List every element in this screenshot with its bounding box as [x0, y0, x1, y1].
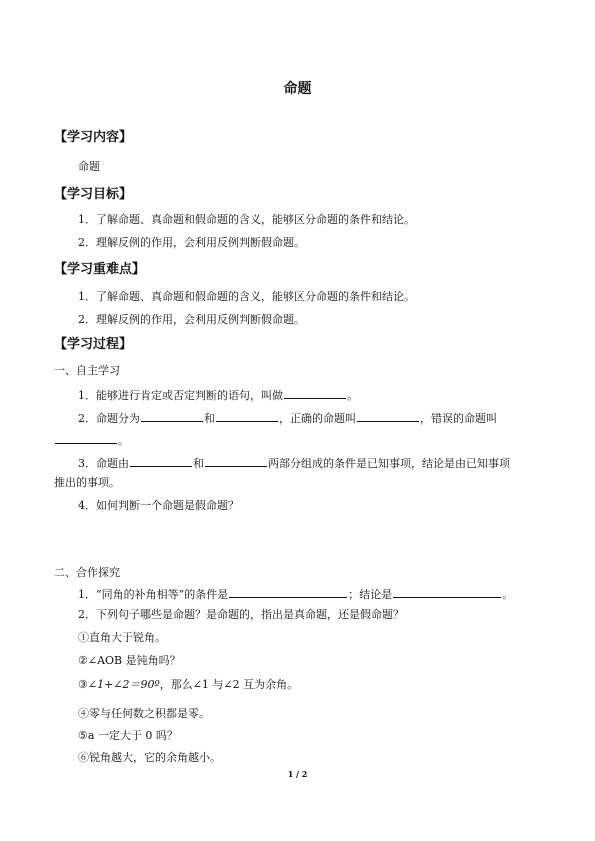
part2-label: 二、合作探究 — [54, 566, 120, 579]
q3-text-a: 3．命题由 — [78, 457, 129, 470]
statement-3-marker: ③ — [78, 678, 88, 691]
p2-q1-text-a: 1．“同角的补角相等”的条件是 — [78, 588, 229, 601]
part1-question-3-cont: 推出的事项。 — [54, 476, 120, 489]
part2-question-1 — [78, 586, 513, 602]
answer-blank[interactable] — [284, 387, 346, 399]
part1-question-2 — [78, 410, 497, 426]
q2-text-e: 。 — [118, 434, 129, 447]
key-point-item-1: 1．了解命题、真命题和假命题的含义，能够区分命题的条件和结论。 — [78, 290, 415, 303]
statement-3-text: ，那么∠1 与∠2 互为余角。 — [159, 678, 299, 691]
heading-key-points: 【学习重难点】 — [54, 262, 146, 277]
statement-4: ④零与任何数之积都是零。 — [78, 707, 210, 720]
page-number: 1 / 2 — [287, 769, 308, 779]
p2-q1-text-b: ；结论是 — [348, 588, 393, 601]
q1-end: 。 — [347, 389, 358, 402]
heading-process: 【学习过程】 — [54, 337, 133, 352]
part1-question-2-cont — [54, 432, 129, 448]
p2-q1-text-c: 。 — [502, 588, 514, 601]
q3-text-b: 和 — [193, 457, 204, 470]
angle-sum-equation: ∠1+∠2＝90º — [87, 678, 160, 691]
q2-text-b: 和 — [204, 412, 215, 425]
answer-blank[interactable] — [55, 432, 117, 444]
part1-question-3 — [78, 455, 510, 471]
part1-question-1 — [78, 387, 358, 403]
key-point-item-2: 2．理解反例的作用，会利用反例判断假命题。 — [78, 313, 305, 326]
content-text: 命题 — [78, 160, 100, 173]
q3-text-c: 两部分组成的条件是已知事项，结论是由已知事项 — [268, 457, 510, 470]
answer-blank[interactable] — [357, 410, 419, 422]
answer-blank[interactable] — [216, 410, 278, 422]
heading-content: 【学习内容】 — [54, 130, 133, 145]
q2-text-d: ，错误的命题叫 — [420, 412, 497, 425]
part2-question-2: 2．下列句子哪些是命题？是命题的，指出是真命题，还是假命题？ — [78, 608, 404, 621]
q2-text-a: 2．命题分为 — [78, 412, 140, 425]
statement-1: ①直角大于锐角。 — [78, 631, 166, 644]
answer-blank[interactable] — [130, 455, 192, 467]
goal-item-1: 1．了解命题、真命题和假命题的含义，能够区分命题的条件和结论。 — [78, 213, 415, 226]
statement-3 — [78, 678, 298, 692]
statement-2: ②∠AOB 是钝角吗？ — [78, 654, 181, 667]
part1-label: 一、自主学习 — [54, 364, 120, 377]
q1-text: 1．能够进行肯定或否定判断的语句，叫做 — [78, 389, 283, 402]
answer-blank[interactable] — [205, 455, 267, 467]
answer-blank[interactable] — [393, 586, 501, 598]
goal-item-2: 2．理解反例的作用，会利用反例判断假命题。 — [78, 236, 305, 249]
page-title: 命题 — [283, 81, 312, 97]
answer-blank[interactable] — [229, 586, 347, 598]
statement-5: ⑤a 一定大于 0 吗？ — [78, 729, 178, 742]
answer-blank[interactable] — [141, 410, 203, 422]
statement-6: ⑥锐角越大，它的余角越小。 — [78, 751, 221, 764]
heading-goals: 【学习目标】 — [54, 187, 133, 202]
q2-text-c: ，正确的命题叫 — [279, 412, 356, 425]
part1-question-4: 4．如何判断一个命题是假命题？ — [78, 499, 239, 512]
